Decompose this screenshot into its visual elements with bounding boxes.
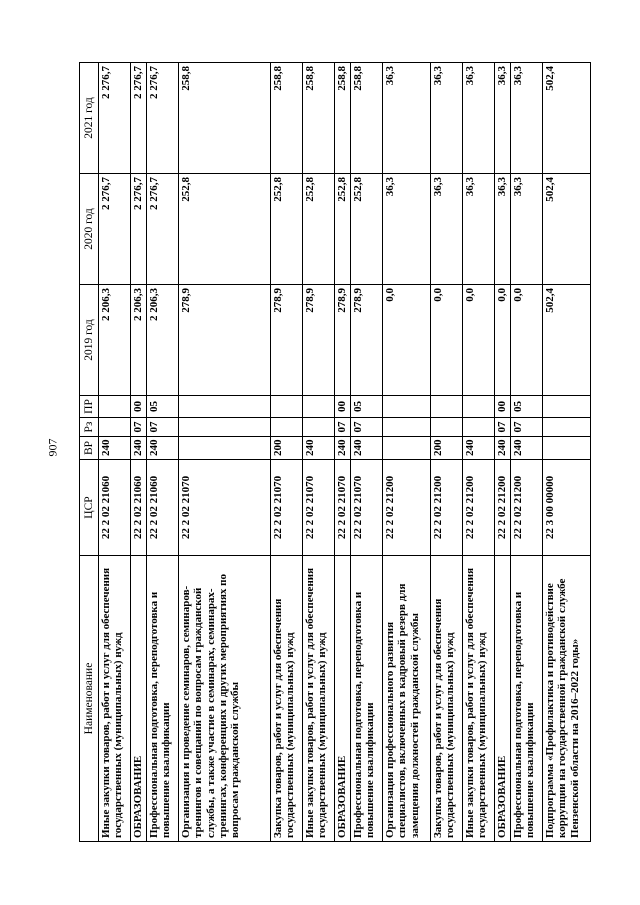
row-csr: 22 2 02 21070 (303, 460, 335, 556)
row-rz (543, 418, 591, 437)
row-rz (99, 418, 131, 437)
row-2020: 2 276,7 (99, 174, 131, 285)
table-row (463, 63, 495, 842)
row-rz: 07 (511, 418, 543, 437)
row-2021: 36,3 (463, 63, 495, 174)
table-row (131, 63, 147, 842)
header-vr: ВР (80, 437, 99, 460)
row-pr: 05 (351, 396, 383, 418)
row-csr: 22 2 02 21070 (335, 460, 351, 556)
row-2019: 278,9 (179, 285, 271, 396)
table-header (80, 63, 99, 842)
row-name: Подпрограмма «Профилактика и противодействие коррупции на государственной гражданской службе Пензенской области на 2016–2022 годы» (543, 556, 591, 842)
row-pr: 00 (495, 396, 511, 418)
row-2019: 0,0 (383, 285, 431, 396)
row-2020: 2 276,7 (147, 174, 179, 285)
row-rz: 07 (495, 418, 511, 437)
budget-table-container (79, 62, 581, 842)
row-2020: 36,3 (511, 174, 543, 285)
row-name: ОБРАЗОВАНИЕ (495, 556, 511, 842)
row-csr: 22 2 02 21060 (147, 460, 179, 556)
table-row (271, 63, 303, 842)
budget-table (79, 62, 591, 842)
row-rz: 07 (131, 418, 147, 437)
table-body (99, 63, 591, 842)
row-name: Закупка товаров, работ и услуг для обеспечения государственных (муниципальных) нужд (431, 556, 463, 842)
row-2019: 0,0 (495, 285, 511, 396)
row-2021: 36,3 (383, 63, 431, 174)
row-csr: 22 2 02 21200 (383, 460, 431, 556)
row-rz: 07 (335, 418, 351, 437)
row-2019: 278,9 (351, 285, 383, 396)
row-pr (463, 396, 495, 418)
row-pr: 05 (511, 396, 543, 418)
row-vr: 240 (351, 437, 383, 460)
header-2020: 2020 год (80, 174, 99, 285)
row-2021: 36,3 (431, 63, 463, 174)
table-row (303, 63, 335, 842)
row-2021: 36,3 (495, 63, 511, 174)
row-2021: 2 276,7 (131, 63, 147, 174)
row-name: ОБРАЗОВАНИЕ (131, 556, 147, 842)
header-name: Наименование (80, 556, 99, 842)
row-pr (303, 396, 335, 418)
row-2019: 0,0 (511, 285, 543, 396)
row-2021: 2 276,7 (147, 63, 179, 174)
row-pr (99, 396, 131, 418)
row-2019: 278,9 (271, 285, 303, 396)
header-rz: Рз (80, 418, 99, 437)
row-vr: 240 (335, 437, 351, 460)
row-name: Иные закупки товаров, работ и услуг для обеспечения государственных (муниципальных) нужд (463, 556, 495, 842)
row-2019: 278,9 (303, 285, 335, 396)
row-vr: 240 (511, 437, 543, 460)
table-row (431, 63, 463, 842)
row-2019: 2 206,3 (147, 285, 179, 396)
row-pr: 00 (335, 396, 351, 418)
row-2021: 2 276,7 (99, 63, 131, 174)
row-2020: 36,3 (383, 174, 431, 285)
row-pr (179, 396, 271, 418)
row-2020: 502,4 (543, 174, 591, 285)
row-pr (271, 396, 303, 418)
row-2019: 2 206,3 (99, 285, 131, 396)
row-rz (271, 418, 303, 437)
table-row (179, 63, 271, 842)
table-row (543, 63, 591, 842)
table-row (99, 63, 131, 842)
row-vr: 200 (431, 437, 463, 460)
row-csr: 22 2 02 21060 (131, 460, 147, 556)
row-2021: 258,8 (335, 63, 351, 174)
row-csr: 22 3 00 00000 (543, 460, 591, 556)
row-2019: 502,4 (543, 285, 591, 396)
row-csr: 22 2 02 21070 (271, 460, 303, 556)
row-vr (383, 437, 431, 460)
row-2020: 252,8 (179, 174, 271, 285)
header-pr: ПР (80, 396, 99, 418)
row-vr: 240 (99, 437, 131, 460)
header-2019: 2019 год (80, 285, 99, 396)
row-pr: 05 (147, 396, 179, 418)
row-2019: 2 206,3 (131, 285, 147, 396)
row-csr: 22 2 02 21070 (351, 460, 383, 556)
header-csr: ЦСР (80, 460, 99, 556)
header-2021: 2021 год (80, 63, 99, 174)
row-pr (431, 396, 463, 418)
row-2021: 258,8 (351, 63, 383, 174)
row-rz: 07 (351, 418, 383, 437)
row-csr: 22 2 02 21200 (431, 460, 463, 556)
row-2019: 0,0 (431, 285, 463, 396)
row-rz (431, 418, 463, 437)
row-2020: 36,3 (463, 174, 495, 285)
row-rz (303, 418, 335, 437)
table-row (147, 63, 179, 842)
row-csr: 22 2 02 21200 (495, 460, 511, 556)
row-2020: 36,3 (495, 174, 511, 285)
row-2020: 252,8 (351, 174, 383, 285)
row-rz (383, 418, 431, 437)
row-vr (543, 437, 591, 460)
row-name: Организация и проведение семинаров, семинаров-тренингов и совещаний по вопросам гражданской службы, а также участие в семинарах, семинарах-тренингах, конференциях и других мероприятиях по вопросам гражданской службы (179, 556, 271, 842)
table-row (383, 63, 431, 842)
row-2020: 252,8 (271, 174, 303, 285)
row-vr (179, 437, 271, 460)
row-2021: 258,8 (271, 63, 303, 174)
row-name: Иные закупки товаров, работ и услуг для обеспечения государственных (муниципальных) нужд (303, 556, 335, 842)
row-vr: 240 (495, 437, 511, 460)
row-name: Профессиональная подготовка, переподготовка и повышение квалификации (147, 556, 179, 842)
page-number: 907 (45, 438, 60, 457)
row-csr: 22 2 02 21070 (179, 460, 271, 556)
row-rz (463, 418, 495, 437)
table-row (335, 63, 351, 842)
row-2020: 36,3 (431, 174, 463, 285)
row-2021: 502,4 (543, 63, 591, 174)
table-row (495, 63, 511, 842)
row-2019: 0,0 (463, 285, 495, 396)
table-row (351, 63, 383, 842)
row-pr: 00 (131, 396, 147, 418)
row-vr: 200 (271, 437, 303, 460)
row-vr: 240 (303, 437, 335, 460)
row-2021: 258,8 (303, 63, 335, 174)
row-vr: 240 (131, 437, 147, 460)
row-name: Профессиональная подготовка, переподготовка и повышение квалификации (351, 556, 383, 842)
row-csr: 22 2 02 21060 (99, 460, 131, 556)
row-pr (543, 396, 591, 418)
row-csr: 22 2 02 21200 (511, 460, 543, 556)
row-2020: 252,8 (335, 174, 351, 285)
row-vr: 240 (147, 437, 179, 460)
row-pr (383, 396, 431, 418)
row-name: Закупка товаров, работ и услуг для обеспечения государственных (муниципальных) нужд (271, 556, 303, 842)
row-rz (179, 418, 271, 437)
row-csr: 22 2 02 21200 (463, 460, 495, 556)
row-rz: 07 (147, 418, 179, 437)
row-name: Организация профессионального развития специалистов, включенных в кадровый резерв для замещения должностей гражданской службы (383, 556, 431, 842)
row-2019: 278,9 (335, 285, 351, 396)
row-2021: 258,8 (179, 63, 271, 174)
row-name: Иные закупки товаров, работ и услуг для обеспечения государственных (муниципальных) нужд (99, 556, 131, 842)
row-2021: 36,3 (511, 63, 543, 174)
table-row (511, 63, 543, 842)
row-name: ОБРАЗОВАНИЕ (335, 556, 351, 842)
row-2020: 2 276,7 (131, 174, 147, 285)
row-name: Профессиональная подготовка, переподготовка и повышение квалификации (511, 556, 543, 842)
row-2020: 252,8 (303, 174, 335, 285)
row-vr: 240 (463, 437, 495, 460)
